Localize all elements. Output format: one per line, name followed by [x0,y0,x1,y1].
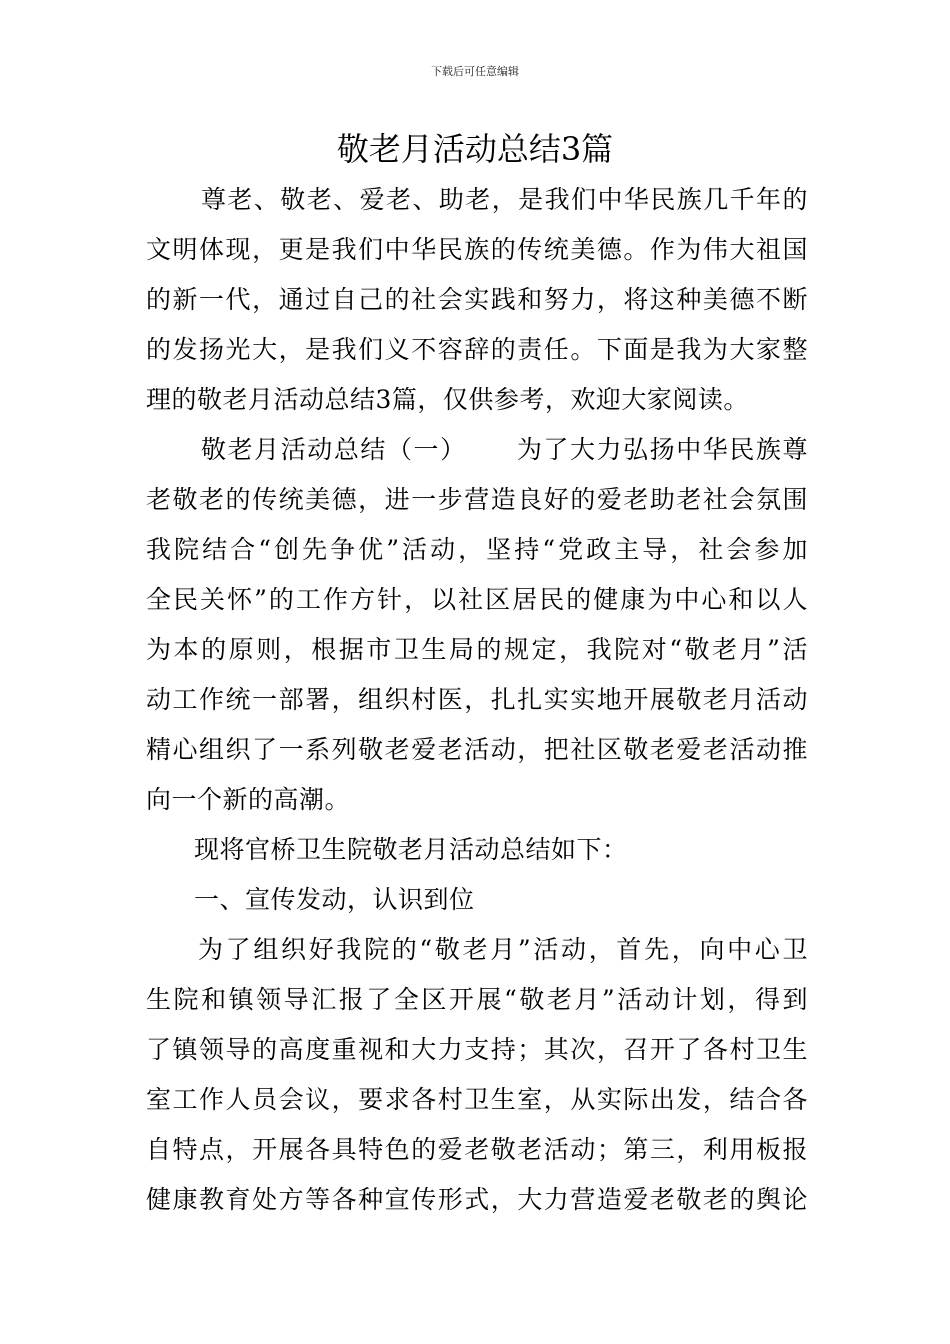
text-line: 全民关怀”的工作方针，以社区居民的健康为中心和以人 [146,585,808,614]
document-title: 敬老月活动总结3篇 [336,130,614,168]
text-line: 自特点，开展各具特色的爱老敬老活动；第三，利用板报 [146,1135,808,1164]
text-line: 为了组织好我院的“敬老月”活动，首先，向中心卫 [198,935,808,964]
paragraph-summary-one [146,425,808,825]
text-line: 一、宣传发动，认识到位 [194,885,475,914]
text-line: 了镇领导的高度重视和大力支持；其次，召开了各村卫生 [146,1035,808,1064]
text-line: 的新一代，通过自己的社会实践和努力，将这种美德不断 [146,285,808,314]
header-note: 下载后可任意编辑 [431,65,519,78]
paragraph-lead-in [146,825,808,875]
text-line: 现将官桥卫生院敬老月活动总结如下： [194,835,628,864]
text-line: 文明体现，更是我们中华民族的传统美德。作为伟大祖国 [146,235,808,264]
text-line: 理的敬老月活动总结3篇，仅供参考，欢迎大家阅读。 [146,385,749,414]
paragraph-intro [146,175,808,425]
text-line: 我院结合“创先争优”活动，坚持“党政主导，社会参加 [146,535,808,564]
text-line: 动工作统一部署，组织村医，扎扎实实地开展敬老月活动 [146,685,808,714]
text-line: 室工作人员会议，要求各村卫生室，从实际出发，结合各 [146,1085,808,1114]
text-line: 向一个新的高潮。 [146,785,351,814]
text-line: 为本的原则，根据市卫生局的规定，我院对“敬老月”活 [146,635,808,664]
text-line: 精心组织了一系列敬老爱老活动，把社区敬老爱老活动推 [146,735,808,764]
document-body [146,175,808,1225]
section-heading-one [146,875,808,925]
text-line: 敬老月活动总结（一） 为了大力弘扬中华民族尊 [201,435,808,464]
paragraph-section-one [146,925,808,1225]
text-line: 生院和镇领导汇报了全区开展“敬老月”活动计划，得到 [146,985,808,1014]
text-line: 健康教育处方等各种宣传形式，大力营造爱老敬老的舆论 [146,1185,808,1214]
text-line: 尊老、敬老、爱老、助老，是我们中华民族几千年的 [201,185,808,214]
text-line: 老敬老的传统美德，进一步营造良好的爱老助老社会氛围 [146,485,808,514]
text-line: 的发扬光大，是我们义不容辞的责任。下面是我为大家整 [146,335,808,364]
